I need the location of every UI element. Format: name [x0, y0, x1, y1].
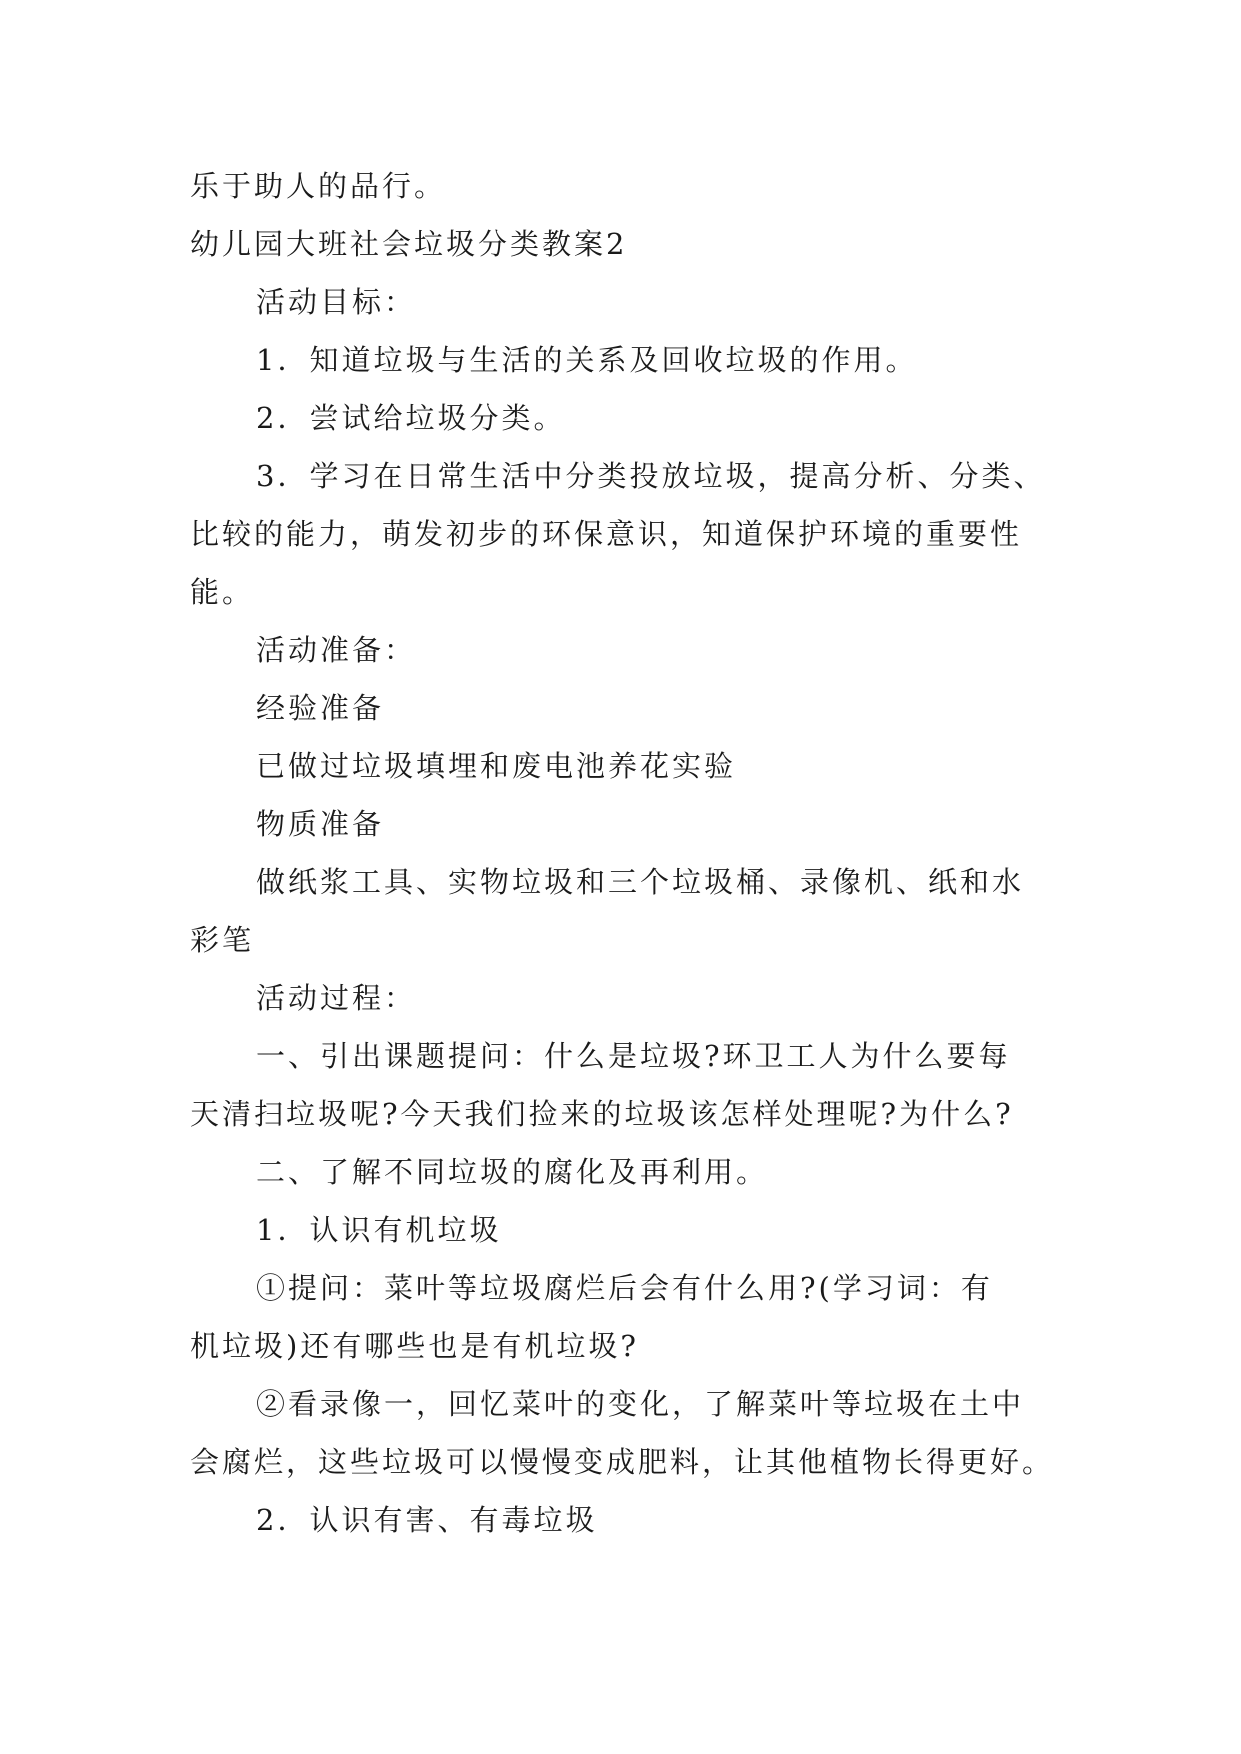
text-line: 活动过程：	[256, 981, 417, 1015]
text-line: 3．学习在日常生活中分类投放垃圾，提高分析、分类、	[256, 459, 1046, 493]
text-line: 会腐烂，这些垃圾可以慢慢变成肥料，让其他植物长得更好。	[190, 1445, 1055, 1479]
text-line: 经验准备	[256, 691, 385, 725]
text-line: 1．知道垃圾与生活的关系及回收垃圾的作用。	[256, 343, 918, 377]
text-line: ②看录像一，回忆菜叶的变化，了解菜叶等垃圾在土中	[256, 1387, 1025, 1421]
text-line: 机垃圾)还有哪些也是有机垃圾?	[190, 1329, 639, 1363]
text-line: 彩笔	[190, 923, 255, 957]
text-line: 1．认识有机垃圾	[256, 1213, 502, 1247]
text-line: 2．认识有害、有毒垃圾	[256, 1503, 598, 1537]
text-line: 二、了解不同垃圾的腐化及再利用。	[256, 1155, 769, 1189]
text-line: 2．尝试给垃圾分类。	[256, 401, 566, 435]
text-line: 活动目标：	[256, 285, 417, 319]
text-line: 天清扫垃圾呢?今天我们捡来的垃圾该怎样处理呢?为什么?	[190, 1097, 1014, 1131]
text-line: 比较的能力，萌发初步的环保意识，知道保护环境的重要性	[190, 517, 1023, 551]
text-line: 活动准备：	[256, 633, 417, 667]
text-line: 一、引出课题提问：什么是垃圾?环卫工人为什么要每	[256, 1039, 1011, 1073]
section-title: 幼儿园大班社会垃圾分类教案2	[190, 227, 628, 261]
text-line: ①提问：菜叶等垃圾腐烂后会有什么用?(学习词：有	[256, 1271, 993, 1305]
text-line: 已做过垃圾填埋和废电池养花实验	[256, 749, 737, 783]
text-line: 物质准备	[256, 807, 385, 841]
text-line: 做纸浆工具、实物垃圾和三个垃圾桶、录像机、纸和水	[256, 865, 1025, 899]
text-line: 能。	[190, 575, 255, 609]
text-line: 乐于助人的品行。	[190, 169, 447, 203]
